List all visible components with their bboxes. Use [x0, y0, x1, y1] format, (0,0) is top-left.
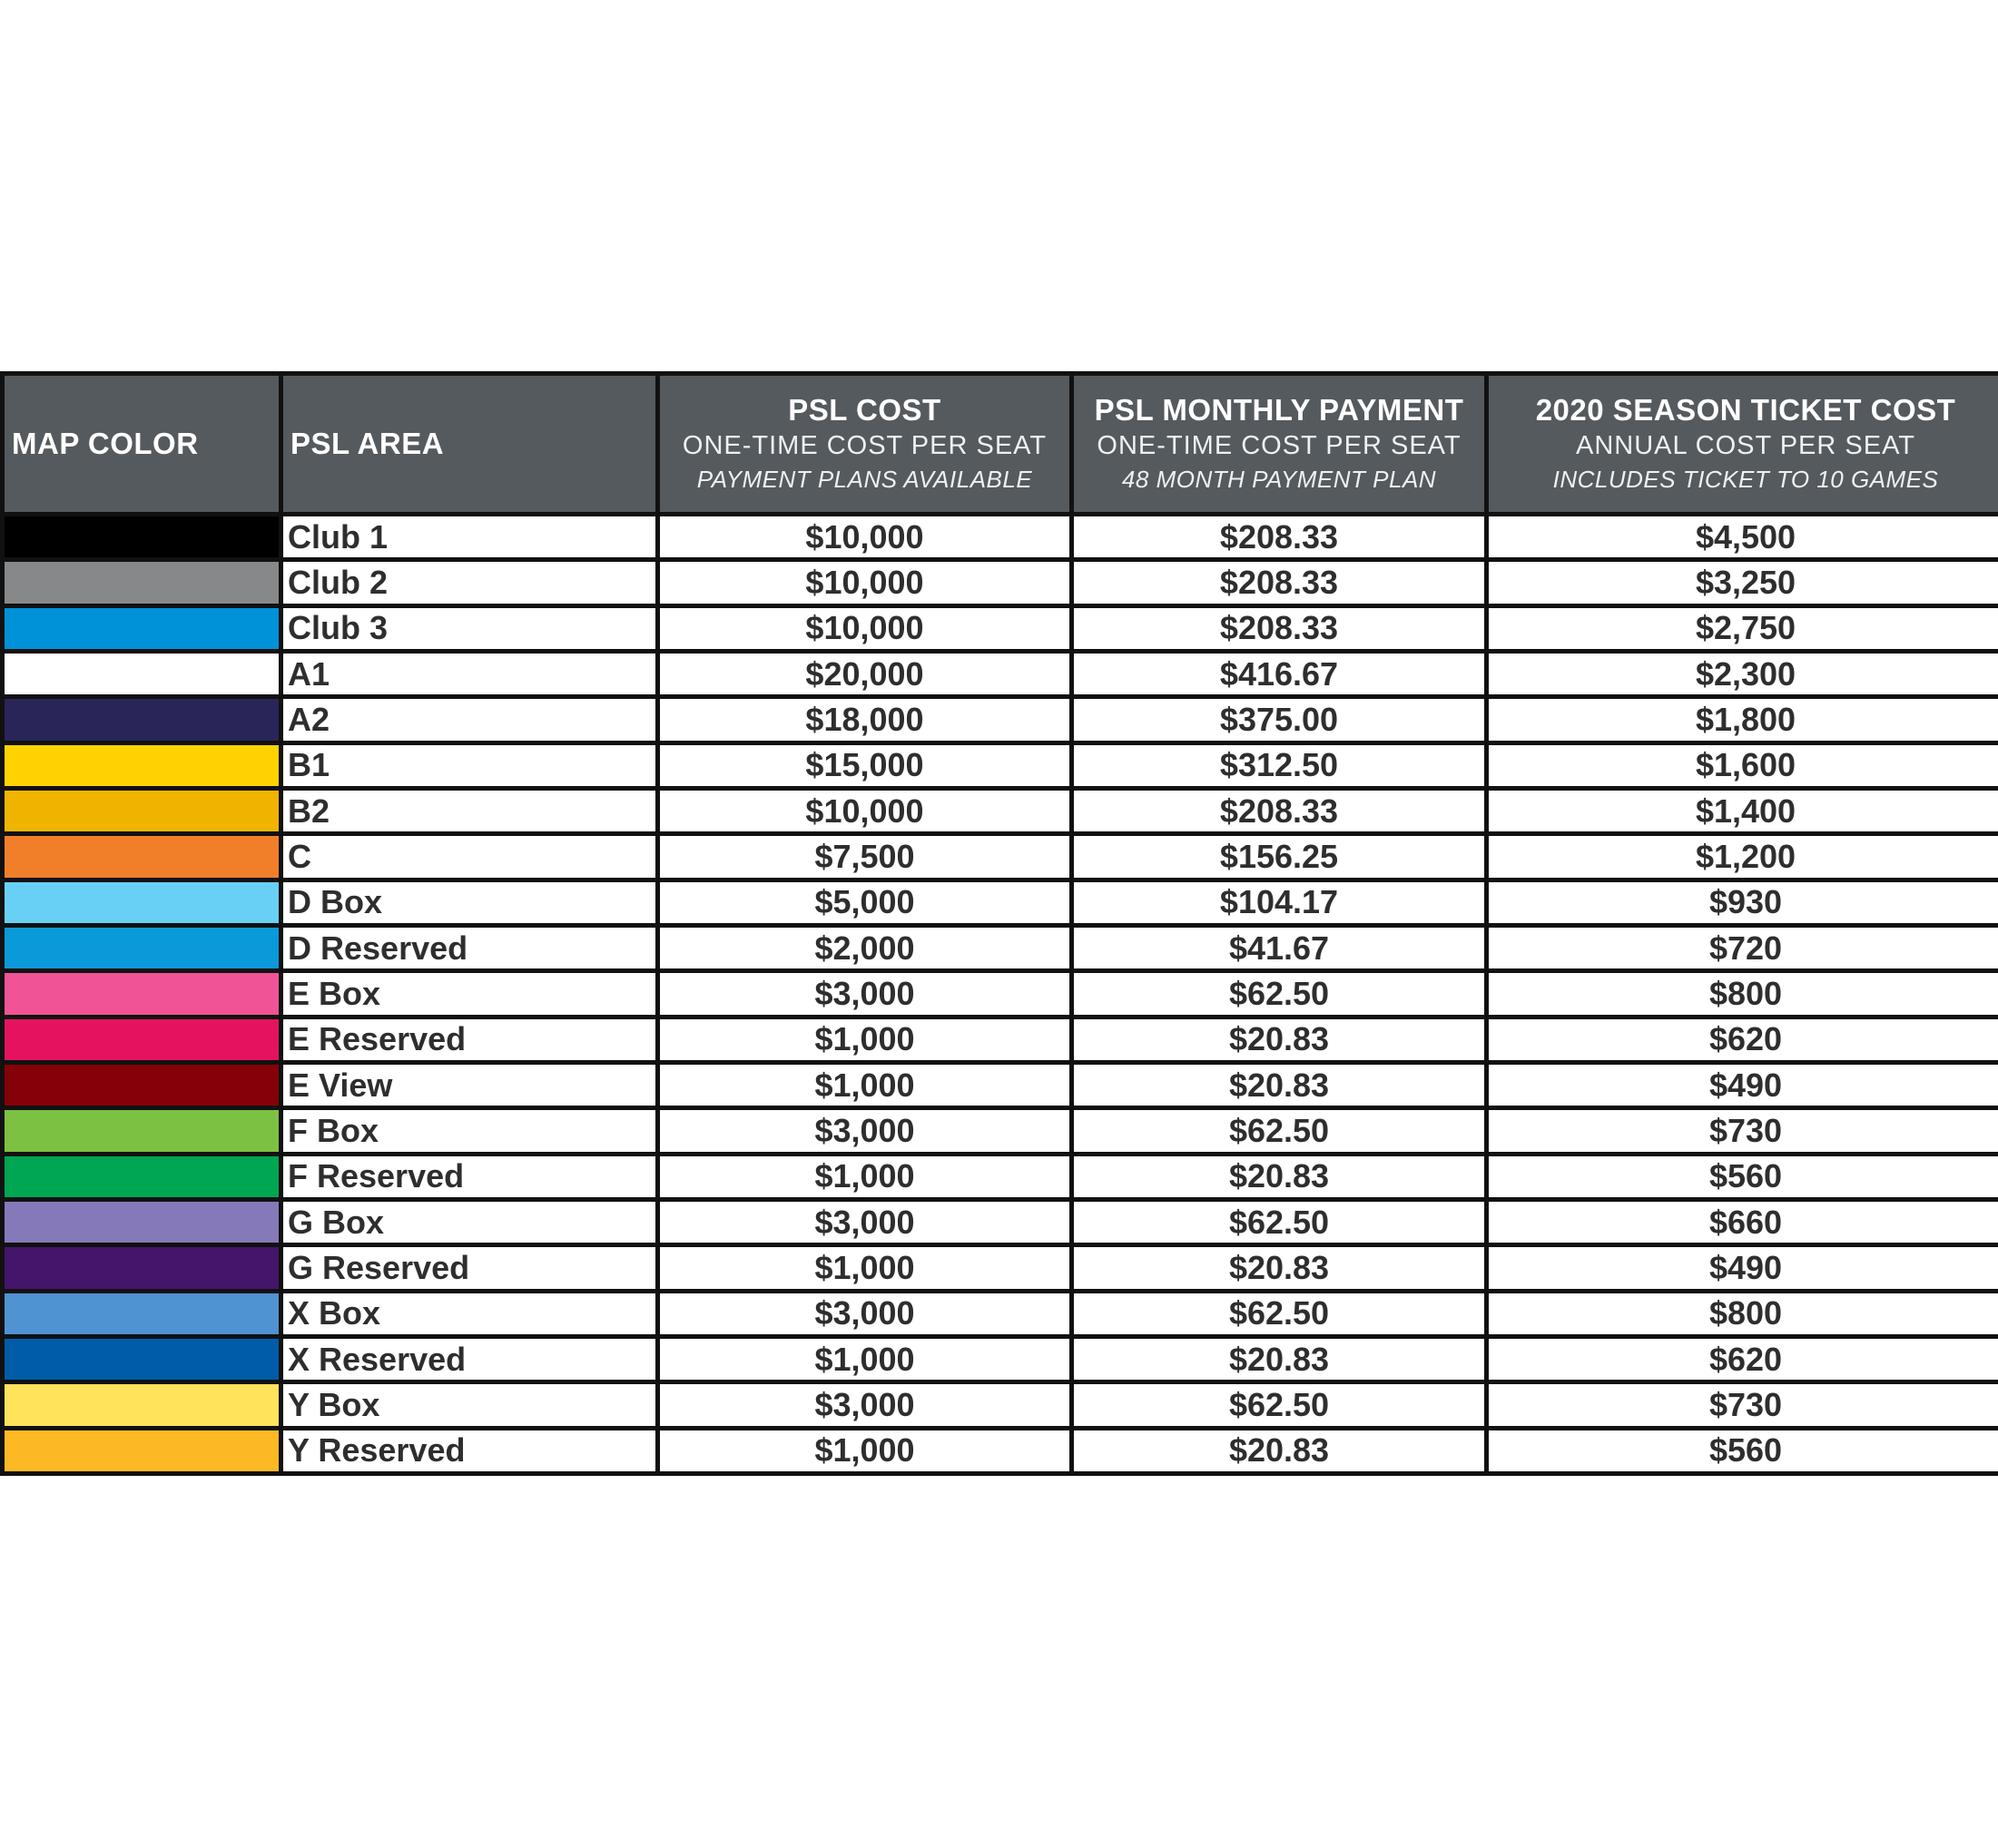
monthly-payment-cell: $312.50	[1074, 745, 1484, 786]
color-swatch	[5, 1384, 279, 1425]
psl-area-cell: Y Reserved	[283, 1430, 655, 1471]
header-monthly-title: PSL MONTHLY PAYMENT	[1094, 393, 1464, 427]
monthly-payment-cell: $41.67	[1074, 928, 1484, 968]
table-row	[5, 1247, 1998, 1288]
psl-area-cell: D Reserved	[283, 928, 655, 968]
color-swatch	[5, 1339, 279, 1380]
monthly-payment-cell: $62.50	[1074, 1110, 1484, 1151]
season-ticket-cell: $2,300	[1489, 654, 1998, 694]
psl-cost-cell: $3,000	[660, 1384, 1069, 1425]
color-swatch	[5, 928, 279, 968]
psl-area-cell: D Box	[283, 882, 655, 923]
psl-area-cell: A2	[283, 699, 655, 740]
psl-area-cell: G Box	[283, 1202, 655, 1243]
table-row	[5, 562, 1998, 603]
header-monthly-note: 48 MONTH PAYMENT PLAN	[1121, 466, 1437, 493]
psl-cost-cell: $18,000	[660, 699, 1069, 740]
header-monthly-sub: ONE-TIME COST PER SEAT	[1097, 431, 1462, 460]
psl-area-cell: C	[283, 836, 655, 877]
season-ticket-cell: $1,600	[1489, 745, 1998, 786]
season-ticket-cell: $800	[1489, 973, 1998, 1014]
table-row	[5, 745, 1998, 786]
psl-cost-cell: $5,000	[660, 882, 1069, 923]
color-swatch	[5, 1019, 279, 1060]
color-swatch	[5, 562, 279, 603]
header-psl-cost-note: PAYMENT PLANS AVAILABLE	[696, 466, 1033, 493]
psl-cost-cell: $10,000	[660, 791, 1069, 831]
color-swatch	[5, 836, 279, 877]
color-swatch	[5, 699, 279, 740]
monthly-payment-cell: $20.83	[1074, 1339, 1484, 1380]
season-ticket-cell: $720	[1489, 928, 1998, 968]
psl-cost-cell: $3,000	[660, 1110, 1069, 1151]
table-row	[5, 1156, 1998, 1197]
season-ticket-cell: $560	[1489, 1430, 1998, 1471]
season-ticket-cell: $730	[1489, 1384, 1998, 1425]
psl-area-cell: B2	[283, 791, 655, 831]
season-ticket-cell: $1,200	[1489, 836, 1998, 877]
psl-cost-cell: $2,000	[660, 928, 1069, 968]
color-swatch	[5, 1430, 279, 1471]
psl-area-cell: F Reserved	[283, 1156, 655, 1197]
psl-cost-cell: $3,000	[660, 1202, 1069, 1243]
season-ticket-cell: $1,400	[1489, 791, 1998, 831]
table-row	[5, 836, 1998, 877]
color-swatch	[5, 516, 279, 557]
season-ticket-cell: $490	[1489, 1247, 1998, 1288]
table-row	[5, 973, 1998, 1014]
header-map-color: MAP COLOR	[5, 376, 279, 512]
psl-cost-cell: $3,000	[660, 973, 1069, 1014]
psl-area-cell: E Box	[283, 973, 655, 1014]
header-psl-cost-sub: ONE-TIME COST PER SEAT	[682, 431, 1048, 460]
season-ticket-cell: $620	[1489, 1019, 1998, 1060]
color-swatch	[5, 654, 279, 694]
header-psl-cost	[660, 376, 1069, 512]
table-row	[5, 1019, 1998, 1060]
table-row	[5, 1384, 1998, 1425]
monthly-payment-cell: $62.50	[1074, 1202, 1484, 1243]
color-swatch	[5, 791, 279, 831]
psl-area-cell: Club 3	[283, 608, 655, 649]
psl-pricing-table	[0, 371, 1998, 1476]
psl-area-cell: E View	[283, 1065, 655, 1106]
color-swatch	[5, 1156, 279, 1197]
psl-area-cell: A1	[283, 654, 655, 694]
monthly-payment-cell: $416.67	[1074, 654, 1484, 694]
header-season-sub: ANNUAL COST PER SEAT	[1576, 431, 1915, 460]
psl-cost-cell: $7,500	[660, 836, 1069, 877]
season-ticket-cell: $730	[1489, 1110, 1998, 1151]
psl-cost-cell: $20,000	[660, 654, 1069, 694]
psl-cost-cell: $1,000	[660, 1065, 1069, 1106]
psl-cost-cell: $1,000	[660, 1156, 1069, 1197]
color-swatch	[5, 1110, 279, 1151]
monthly-payment-cell: $20.83	[1074, 1019, 1484, 1060]
table-row	[5, 608, 1998, 649]
table-row	[5, 699, 1998, 740]
table-row	[5, 1430, 1998, 1471]
header-monthly-payment	[1074, 376, 1484, 512]
psl-cost-cell: $10,000	[660, 516, 1069, 557]
color-swatch	[5, 1065, 279, 1106]
table-row	[5, 928, 1998, 968]
color-swatch	[5, 608, 279, 649]
monthly-payment-cell: $62.50	[1074, 973, 1484, 1014]
monthly-payment-cell: $62.50	[1074, 1293, 1484, 1334]
header-season-title: 2020 SEASON TICKET COST	[1535, 393, 1956, 427]
psl-cost-cell: $10,000	[660, 562, 1069, 603]
header-psl-area: PSL AREA	[283, 376, 655, 512]
season-ticket-cell: $490	[1489, 1065, 1998, 1106]
monthly-payment-cell: $20.83	[1074, 1065, 1484, 1106]
season-ticket-cell: $930	[1489, 882, 1998, 923]
psl-area-cell: F Box	[283, 1110, 655, 1151]
season-ticket-cell: $1,800	[1489, 699, 1998, 740]
psl-cost-cell: $3,000	[660, 1293, 1069, 1334]
psl-cost-cell: $10,000	[660, 608, 1069, 649]
psl-area-cell: X Reserved	[283, 1339, 655, 1380]
table-row	[5, 654, 1998, 694]
pricing-table	[0, 371, 1998, 1476]
monthly-payment-cell: $104.17	[1074, 882, 1484, 923]
monthly-payment-cell: $208.33	[1074, 791, 1484, 831]
table-row	[5, 1110, 1998, 1151]
psl-area-cell: Club 2	[283, 562, 655, 603]
table-row	[5, 1065, 1998, 1106]
monthly-payment-cell: $208.33	[1074, 562, 1484, 603]
season-ticket-cell: $3,250	[1489, 562, 1998, 603]
header-season-ticket	[1489, 376, 1998, 512]
color-swatch	[5, 1293, 279, 1334]
psl-area-cell: X Box	[283, 1293, 655, 1334]
psl-cost-cell: $15,000	[660, 745, 1069, 786]
table-row	[5, 882, 1998, 923]
table-row	[5, 1202, 1998, 1243]
color-swatch	[5, 1247, 279, 1288]
psl-area-cell: E Reserved	[283, 1019, 655, 1060]
psl-area-cell: B1	[283, 745, 655, 786]
table-row	[5, 791, 1998, 831]
season-ticket-cell: $800	[1489, 1293, 1998, 1334]
monthly-payment-cell: $20.83	[1074, 1430, 1484, 1471]
season-ticket-cell: $660	[1489, 1202, 1998, 1243]
color-swatch	[5, 973, 279, 1014]
season-ticket-cell: $560	[1489, 1156, 1998, 1197]
header-row	[5, 376, 1998, 512]
psl-cost-cell: $1,000	[660, 1339, 1069, 1380]
monthly-payment-cell: $20.83	[1074, 1156, 1484, 1197]
psl-area-cell: Y Box	[283, 1384, 655, 1425]
psl-area-cell: Club 1	[283, 516, 655, 557]
color-swatch	[5, 745, 279, 786]
psl-cost-cell: $1,000	[660, 1019, 1069, 1060]
table-body	[5, 516, 1998, 1471]
header-psl-cost-title: PSL COST	[788, 393, 941, 427]
monthly-payment-cell: $20.83	[1074, 1247, 1484, 1288]
psl-cost-cell: $1,000	[660, 1247, 1069, 1288]
color-swatch	[5, 882, 279, 923]
table-row	[5, 516, 1998, 557]
header-season-note: INCLUDES TICKET TO 10 GAMES	[1552, 466, 1939, 493]
monthly-payment-cell: $62.50	[1074, 1384, 1484, 1425]
psl-area-cell: G Reserved	[283, 1247, 655, 1288]
season-ticket-cell: $620	[1489, 1339, 1998, 1380]
monthly-payment-cell: $208.33	[1074, 516, 1484, 557]
table-row	[5, 1339, 1998, 1380]
monthly-payment-cell: $375.00	[1074, 699, 1484, 740]
season-ticket-cell: $4,500	[1489, 516, 1998, 557]
monthly-payment-cell: $208.33	[1074, 608, 1484, 649]
table-row	[5, 1293, 1998, 1334]
color-swatch	[5, 1202, 279, 1243]
psl-cost-cell: $1,000	[660, 1430, 1069, 1471]
monthly-payment-cell: $156.25	[1074, 836, 1484, 877]
season-ticket-cell: $2,750	[1489, 608, 1998, 649]
